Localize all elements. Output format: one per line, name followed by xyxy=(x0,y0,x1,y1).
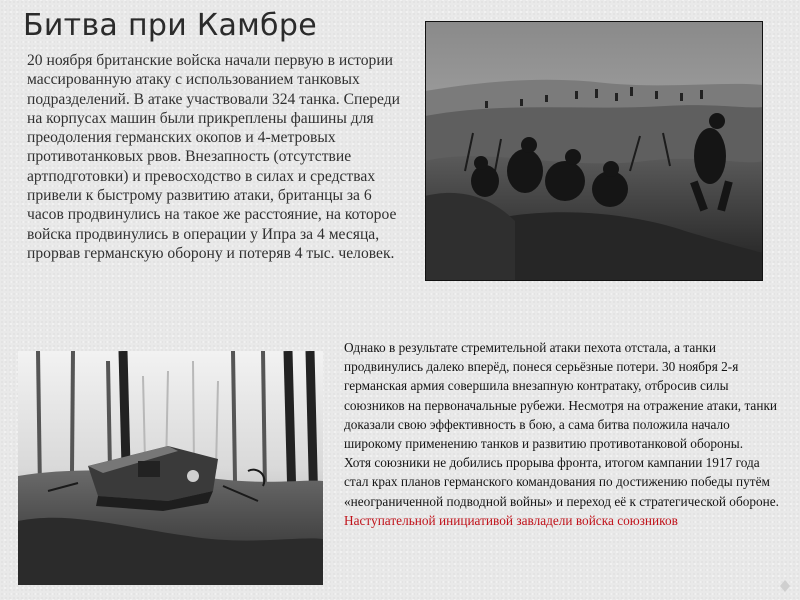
paragraph-attack-description: 20 ноября британские войска начали первую в истории массированную атаку с использованием танковых подразделений. В атаке участвовали 324 танка. Спереди на корпусах машин были прикреплены фашины для преодоления германских окопов и 4-метровых противотанковых рвов. Внезапность (отсутствие артподготовки) и превосходство в силах и средствах привели к быстрому развитию атаки, британцы за 6 часов продвинулись на такое же расстояние, на которое войска продвинулись в операции у Ипра за 4 месяца, прорвав германскую оборону и потеряв 4 тыс. человек. xyxy=(27,52,401,262)
wrecked-tank-photo xyxy=(18,351,323,585)
paragraph-counterattack: Однако в результате стремительной атаки пехота отстала, а танки продвинулись далеко вперёд, понеся серьёзные потери. 30 ноября 2-я германская армия совершила внезапную контратаку, отбросив силы союзников на первоначальные рубежи. Несмотря на отражение атаки, танки доказали свою эффективность в бою, а сама битва положила начало широкому применению танков и развитию противотанковой обороны. xyxy=(344,340,778,452)
battlefield-infantry-photo xyxy=(425,21,763,281)
wrecked-tank-image xyxy=(18,351,323,585)
text-block-results xyxy=(344,338,784,530)
slide-title: Битва при Камбре xyxy=(23,8,317,43)
highlight-conclusion: Наступательной инициативой завладели войска союзников xyxy=(344,512,678,528)
battlefield-infantry-image xyxy=(425,21,763,281)
paragraph-campaign-outcome: Хотя союзники не добились прорыва фронта, итогом кампании 1917 года стал крах планов германского командования по достижению победы путём «неограниченной подводной войны» и переход её к стратегической обороне. xyxy=(344,455,780,509)
corner-ornament-icon xyxy=(780,580,790,592)
